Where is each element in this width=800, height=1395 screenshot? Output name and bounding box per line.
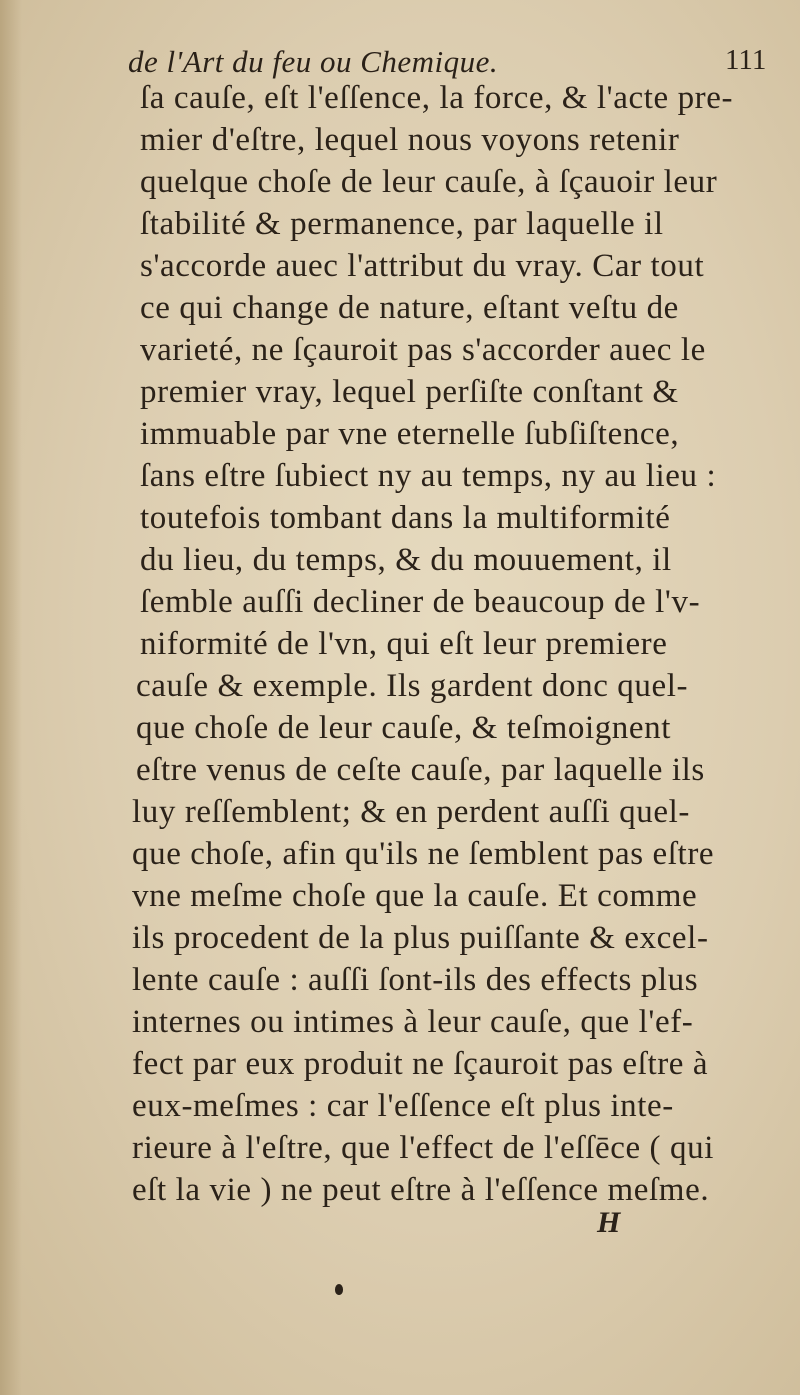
text-line: que choſe, afin qu'ils ne ſemblent pas eſtre (132, 836, 715, 872)
text-line: immuable par vne eternelle ſubſiſtence, (140, 416, 680, 452)
text-line: luy reſſemblent; & en perdent auſſi quel- (132, 794, 690, 830)
text-line: ſans eſtre ſubiect ny au temps, ny au lieu : (140, 458, 717, 494)
running-title: de l'Art du feu ou Chemique. (128, 44, 499, 79)
text-line: ce qui change de nature, eſtant veſtu de (140, 290, 679, 326)
text-line: ils procedent de la plus puiſſante & excel- (132, 920, 709, 956)
text-line: niformité de l'vn, qui eſt leur premiere (140, 626, 668, 662)
text-line: eſtre venus de ceſte cauſe, par laquelle ils (136, 752, 705, 788)
text-line: fect par eux produit ne ſçauroit pas eſtre à (132, 1046, 709, 1082)
text-line: mier d'eſtre, lequel nous voyons retenir (140, 122, 680, 158)
text-line: ſa cauſe, eſt l'eſſence, la force, & l'acte pre- (140, 80, 734, 116)
text-line: eux-meſmes : car l'eſſence eſt plus inte- (132, 1088, 674, 1124)
body-text (0, 80, 800, 1220)
ink-dot-ornament (335, 1284, 343, 1295)
text-line: du lieu, du temps, & du mouuement, il (140, 542, 672, 578)
text-line: ſtabilité & permanence, par laquelle il (140, 206, 664, 242)
text-line: toutefois tombant dans la multiformité (140, 500, 671, 536)
text-line: rieure à l'eſtre, que l'effect de l'eſſēce ( qui (132, 1130, 714, 1166)
text-line: quelque choſe de leur cauſe, à ſçauoir leur (140, 164, 718, 200)
text-line: vne meſme choſe que la cauſe. Et comme (132, 878, 698, 914)
text-line: lente cauſe : auſſi ſont-ils des effects plus (132, 962, 699, 998)
text-line: eſt la vie ) ne peut eſtre à l'eſſence meſme. (132, 1172, 710, 1208)
text-line: cauſe & exemple. Ils gardent donc quel- (136, 668, 689, 704)
text-line: ſemble auſſi decliner de beaucoup de l'v- (140, 584, 701, 620)
text-line: varieté, ne ſçauroit pas s'accorder auec le (140, 332, 706, 368)
text-line: que choſe de leur cauſe, & teſmoignent (136, 710, 672, 746)
text-line: s'accorde auec l'attribut du vray. Car tout (140, 248, 705, 284)
page-number: 111 (725, 44, 767, 76)
signature-mark: H (597, 1206, 621, 1239)
text-line: premier vray, lequel perſiſte conſtant & (140, 374, 679, 410)
text-line: internes ou intimes à leur cauſe, que l'ef- (132, 1004, 694, 1040)
